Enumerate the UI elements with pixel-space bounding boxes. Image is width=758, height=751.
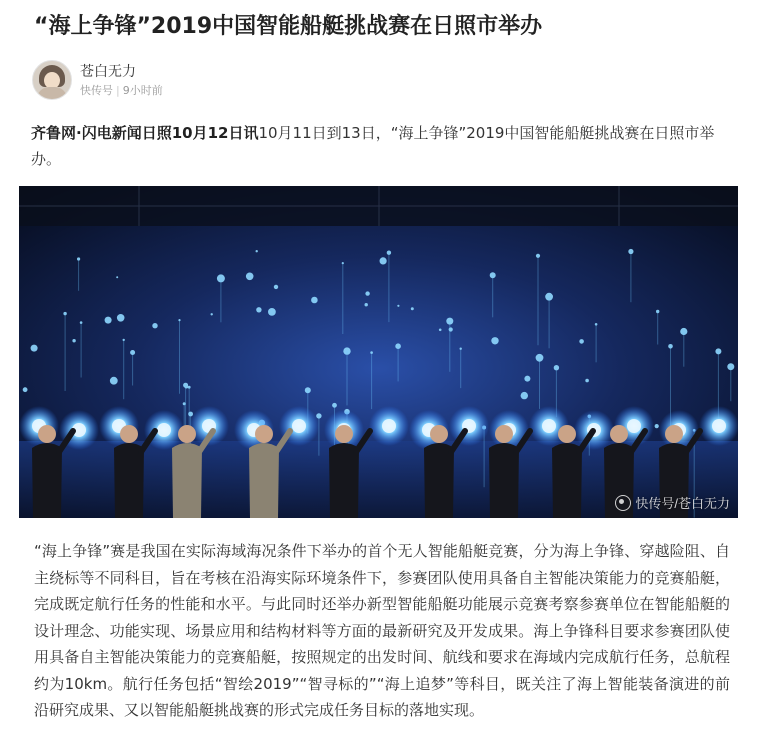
light-dot: [211, 313, 213, 315]
light-dot: [23, 387, 28, 392]
lead-text: 10月11日到13日，“海上争锋”2019中国智能船艇挑战赛在日照市举办。: [31, 124, 715, 168]
light-dot: [585, 379, 589, 383]
light-dot: [449, 327, 453, 331]
light-dot: [116, 276, 118, 278]
light-dot: [268, 308, 276, 316]
orb-core: [627, 419, 641, 433]
light-dot: [72, 339, 75, 342]
orb-core: [382, 419, 396, 433]
light-dot: [256, 307, 261, 312]
author-subline: [80, 83, 163, 98]
light-dot: [256, 250, 258, 252]
orb-core: [542, 419, 556, 433]
light-dot: [246, 273, 254, 281]
light-dot: [117, 314, 125, 322]
light-dot: [655, 424, 659, 428]
article-photo[interactable]: [19, 186, 738, 518]
photo-watermark: [615, 493, 730, 512]
light-dot: [110, 377, 118, 385]
light-dot: [311, 297, 318, 304]
light-dot: [105, 317, 112, 324]
article-lead: [31, 120, 731, 172]
author-source: 快传号: [80, 83, 113, 97]
light-dot: [365, 303, 368, 306]
article-body: “海上争锋”赛是我国在实际海域海况条件下举办的首个无人智能船艇竞赛，分为海上争锋、穿越险阻、自主绕标等不同科目，旨在考核在沿海实际环境条件下，参赛团队使用具备自主智能决策能力的竞赛船艇，完成既定航行任务的性能和水平。与此同时还举办新型智能船艇功能展示竞赛考察参赛单位在智能船艇的设计理念、功能实现、场景应用和结构材料等方面的最新研究及开发成果。海上争锋科目要求参赛团队使用具备自主智能决策能力的竞赛船艇，按照规定的出发时间、航线和要求在海域内完成航行任务，总航程约为10km。航行任务包括“智绘2019”“智寻标的”“海上追梦”等科目，既关注了海上智能装备演进的前沿研究成果、又以智能船艇挑战赛的形式完成任务目标的落地实现。: [34, 542, 730, 719]
author-info: [32, 60, 163, 100]
publish-time: 9小时前: [122, 83, 163, 97]
light-dot: [397, 305, 399, 307]
orb-core: [157, 423, 171, 437]
light-dot: [152, 323, 157, 328]
light-dot: [365, 291, 369, 295]
author-name[interactable]: 苍白无力: [80, 63, 136, 80]
orb-core: [712, 419, 726, 433]
light-dot: [579, 339, 584, 344]
separator: |: [116, 83, 120, 97]
light-dot: [521, 392, 528, 399]
light-dot: [411, 307, 414, 310]
stage-photo-illustration: [19, 186, 738, 518]
watermark-icon: [615, 495, 631, 511]
light-dot: [524, 376, 530, 382]
watermark-text: 快传号/苍白无力: [635, 496, 730, 511]
lead-dateline: 齐鲁网·闪电新闻日照10月12日讯: [31, 124, 259, 142]
author-meta: [80, 63, 163, 98]
avatar[interactable]: [32, 60, 72, 100]
light-dot: [491, 337, 498, 344]
light-dot: [31, 345, 38, 352]
article-title: “海上争锋”2019中国智能船艇挑战赛在日照市举办: [34, 14, 543, 39]
light-dot: [380, 257, 387, 264]
light-dot: [274, 285, 278, 289]
orb-core: [292, 419, 306, 433]
light-dot: [439, 329, 442, 332]
